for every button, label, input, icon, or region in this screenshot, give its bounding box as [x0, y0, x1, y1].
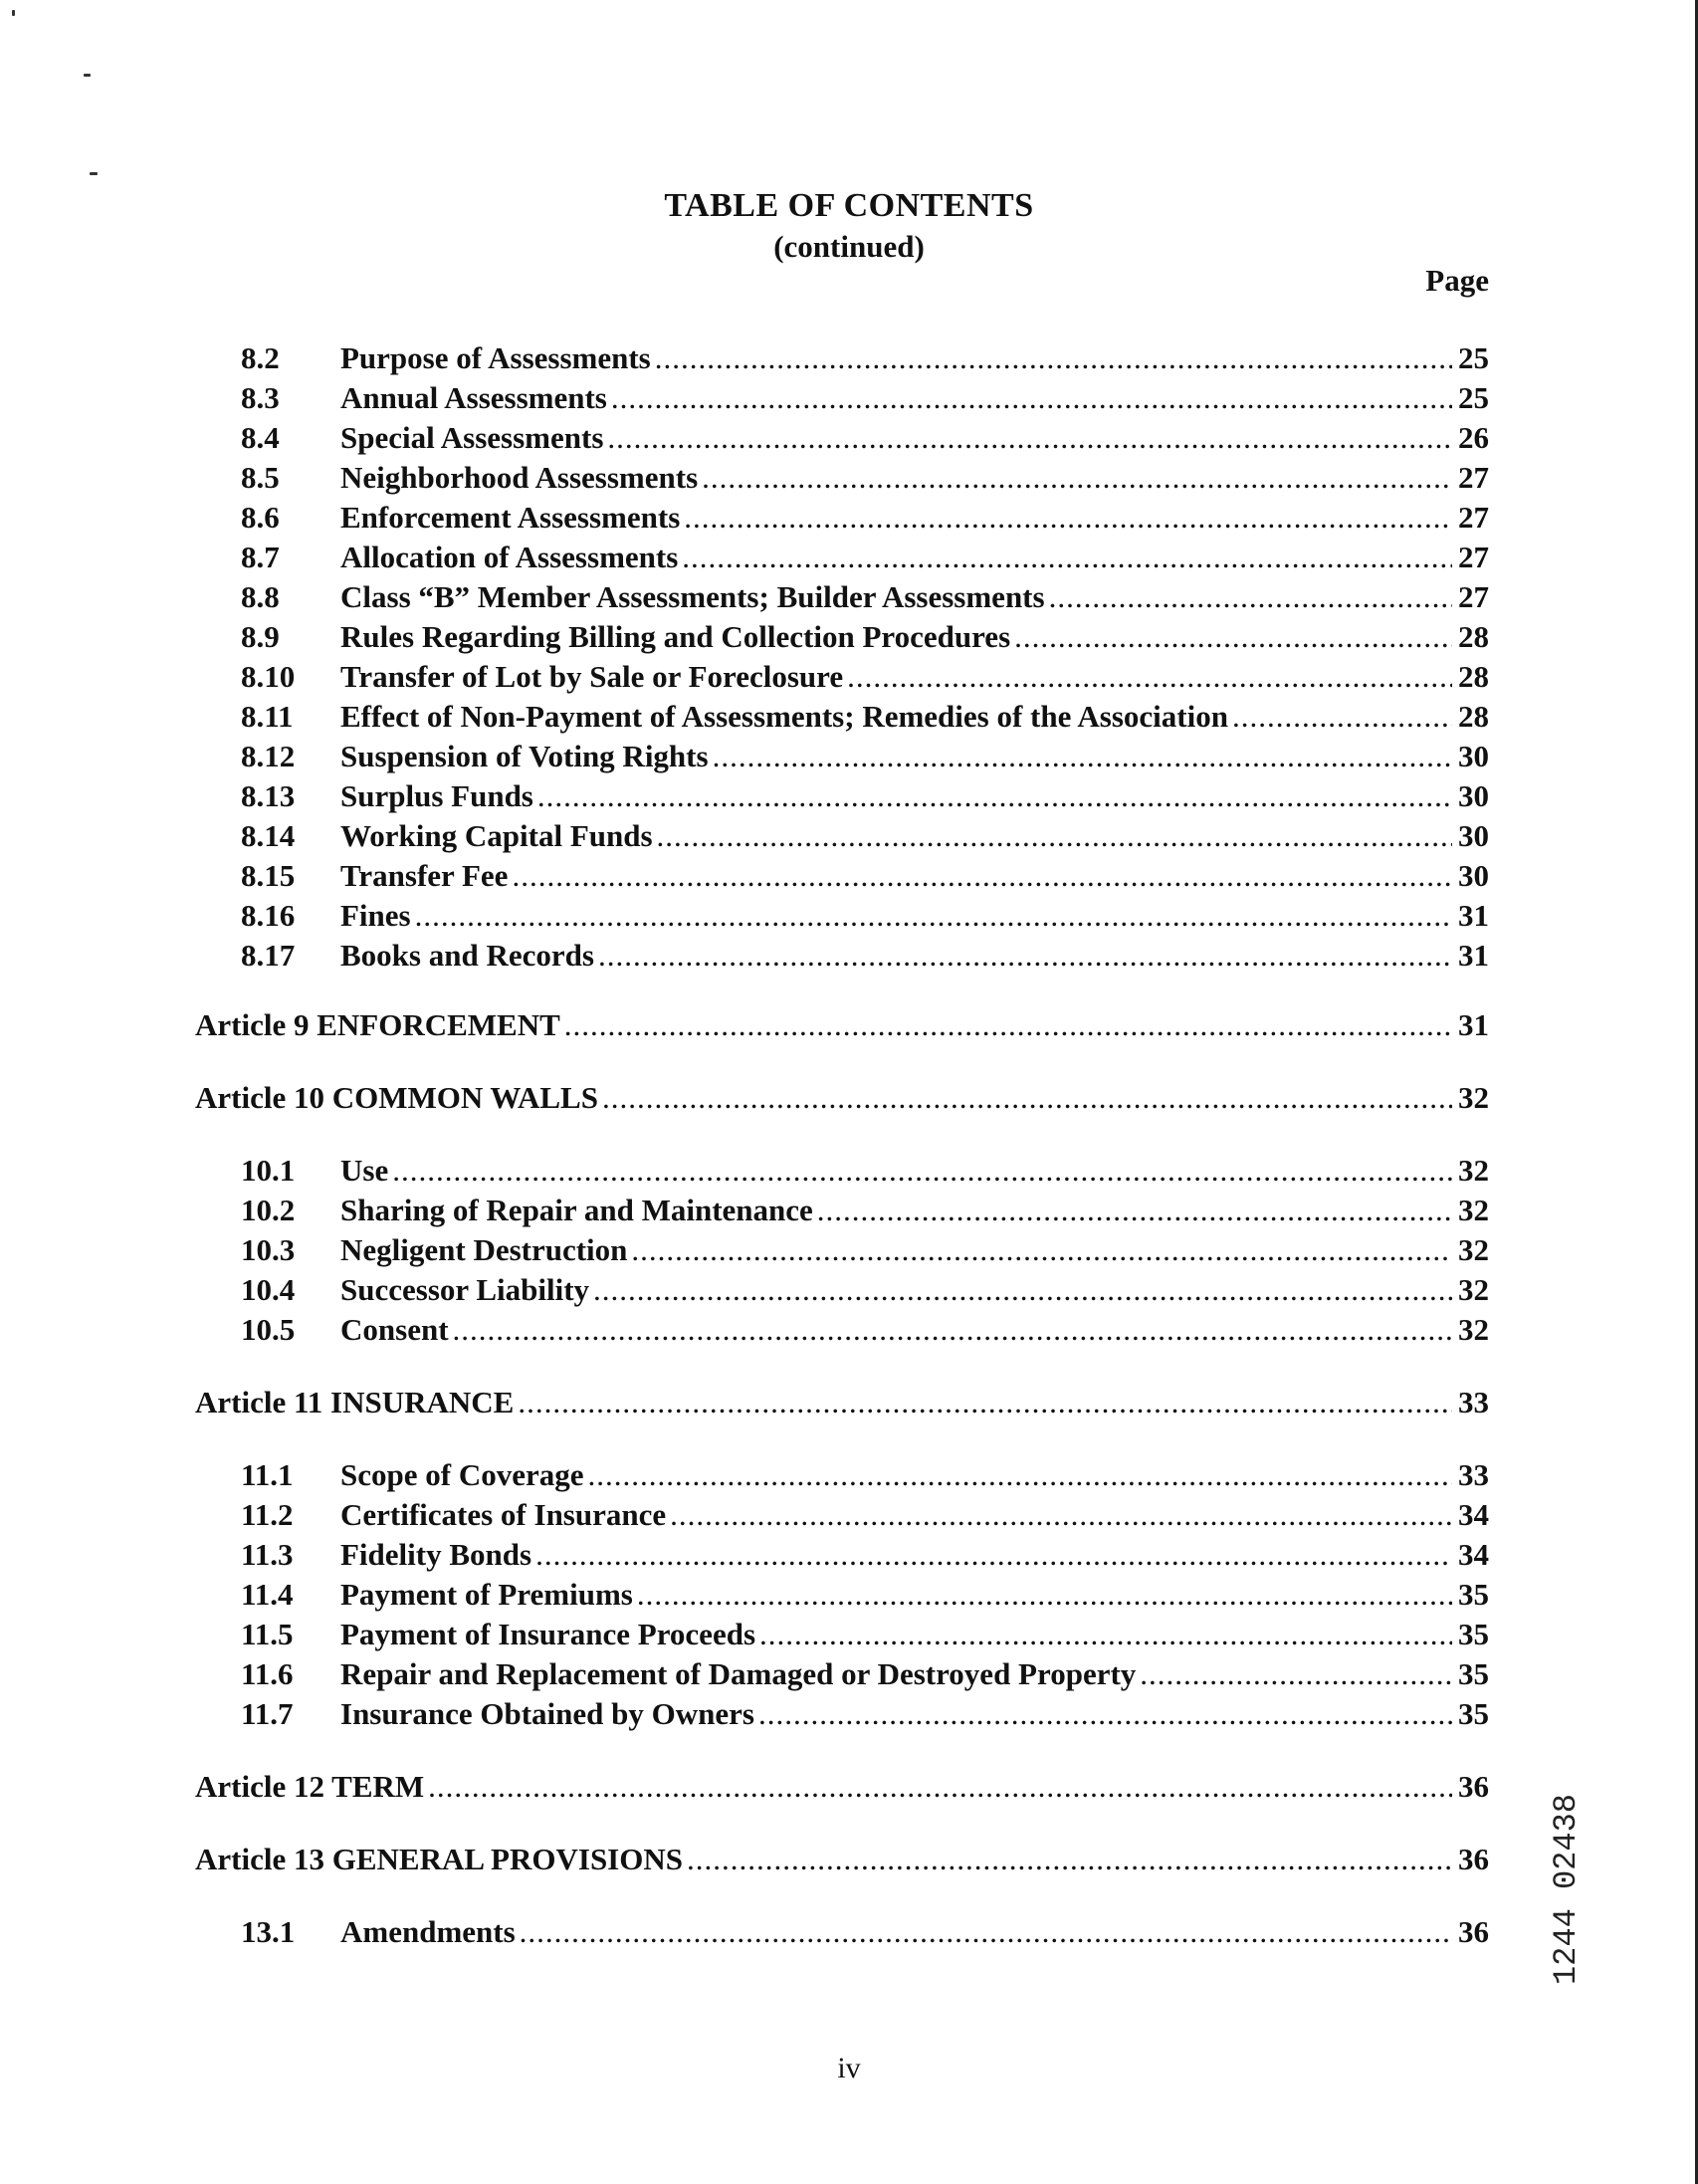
toc-entry-label: Effect of Non-Payment of Assessments; Remedies of the Association — [340, 699, 1228, 734]
dot-leader — [847, 657, 1452, 697]
toc-entry-page: 27 — [1458, 460, 1489, 495]
toc-entry-number: 10.3 — [241, 1232, 296, 1267]
toc-entry — [0, 498, 1698, 538]
toc-entry-page: 34 — [1458, 1497, 1489, 1532]
dot-leader — [1014, 617, 1452, 657]
toc-article-page: 36 — [1458, 1842, 1489, 1876]
toc-entry-page: 27 — [1458, 579, 1489, 614]
dot-leader — [1140, 1654, 1452, 1694]
toc-entry-page: 25 — [1458, 380, 1489, 415]
toc-entry-page: 32 — [1458, 1153, 1489, 1188]
toc-entry — [0, 737, 1698, 776]
toc-entry-label: Books and Records — [340, 938, 594, 973]
toc-entry-page: 27 — [1458, 500, 1489, 535]
toc-entry-page: 35 — [1458, 1617, 1489, 1651]
toc-entry-page: 35 — [1458, 1577, 1489, 1612]
toc-entry-label: Payment of Premiums — [340, 1577, 633, 1612]
toc-entry-number: 8.2 — [241, 340, 280, 375]
toc-entry-page: 34 — [1458, 1537, 1489, 1572]
toc-entry-label: Working Capital Funds — [340, 818, 653, 853]
dot-leader — [687, 1840, 1452, 1879]
dot-leader — [611, 378, 1452, 418]
dot-leader — [637, 1575, 1452, 1615]
toc-entry — [0, 1912, 1698, 1952]
toc-entry-label: Neighborhood Assessments — [340, 460, 699, 495]
toc-entry-label: Amendments — [340, 1914, 516, 1949]
toc-entry-label: Transfer of Lot by Sale or Foreclosure — [340, 659, 844, 694]
toc-entry-page: 30 — [1458, 818, 1489, 853]
toc-entry-label: Negligent Destruction — [340, 1232, 628, 1267]
page-number: iv — [837, 2052, 861, 2084]
toc-entry — [0, 1535, 1698, 1575]
toc-article-page: 32 — [1458, 1080, 1489, 1115]
toc-article-page: 36 — [1458, 1769, 1489, 1804]
toc-entry-number: 11.7 — [241, 1696, 294, 1731]
toc-article — [0, 1767, 1698, 1807]
toc-entry-label: Suspension of Voting Rights — [340, 739, 709, 773]
toc-entry-page: 35 — [1458, 1696, 1489, 1731]
dot-leader — [631, 1230, 1452, 1270]
toc-entry-number: 11.2 — [241, 1497, 294, 1532]
toc-entry-number: 8.12 — [241, 739, 296, 773]
toc-article-page: 31 — [1458, 1007, 1489, 1042]
toc-entry-number: 8.16 — [241, 898, 296, 933]
toc-entry-number: 13.1 — [241, 1914, 296, 1949]
toc-entry — [0, 1495, 1698, 1535]
toc-entry-label: Consent — [340, 1312, 449, 1347]
toc-entry-page: 30 — [1458, 858, 1489, 893]
dot-leader — [598, 936, 1452, 976]
toc-entry-label: Special Assessments — [340, 420, 604, 455]
toc-entry-number: 8.4 — [241, 420, 280, 455]
toc-entry-number: 10.5 — [241, 1312, 296, 1347]
dot-leader — [415, 896, 1452, 936]
toc-entry-number: 8.13 — [241, 778, 296, 813]
toc-article — [0, 1383, 1698, 1422]
toc-entry-page: 31 — [1458, 938, 1489, 973]
toc-entry-number: 11.1 — [241, 1457, 294, 1492]
toc-entry-number: 8.7 — [241, 540, 280, 574]
toc-entry-number: 8.8 — [241, 579, 280, 614]
toc-entry-label: Surplus Funds — [340, 778, 533, 813]
toc-entry-number: 8.10 — [241, 659, 296, 694]
toc-entry — [0, 816, 1698, 856]
toc-article-label: Article 12 TERM — [195, 1769, 425, 1804]
toc-entry-number: 11.6 — [241, 1656, 294, 1691]
toc-entry — [0, 657, 1698, 697]
dot-leader — [759, 1615, 1452, 1654]
dot-leader — [758, 1694, 1452, 1734]
toc-entry — [0, 1694, 1698, 1734]
toc-entry-number: 8.15 — [241, 858, 296, 893]
toc-entry-label: Payment of Insurance Proceeds — [340, 1617, 756, 1651]
toc-entry — [0, 776, 1698, 816]
dot-leader — [453, 1310, 1452, 1350]
dot-leader — [602, 1078, 1452, 1118]
toc-entry-page: 28 — [1458, 659, 1489, 694]
toc-entry — [0, 1230, 1698, 1270]
toc-entry-label: Insurance Obtained by Owners — [340, 1696, 754, 1731]
toc-entry-label: Class “B” Member Assessments; Builder Assessments — [340, 579, 1045, 614]
toc-entry-label: Transfer Fee — [340, 858, 509, 893]
toc-entry — [0, 1151, 1698, 1191]
toc-article-label: Article 11 INSURANCE — [195, 1385, 515, 1420]
toc-entry-label: Allocation of Assessments — [340, 540, 679, 574]
toc-entry-label: Successor Liability — [340, 1272, 590, 1307]
toc-entry-number: 8.9 — [241, 619, 280, 654]
toc-entry — [0, 378, 1698, 418]
dot-leader — [657, 816, 1452, 856]
toc-entry — [0, 1615, 1698, 1654]
scan-speck — [84, 74, 91, 77]
toc-entry-number: 10.1 — [241, 1153, 296, 1188]
toc-entry-label: Sharing of Repair and Maintenance — [340, 1193, 813, 1227]
toc-entry-page: 30 — [1458, 739, 1489, 773]
toc-entry-page: 27 — [1458, 540, 1489, 574]
toc-entry-number: 8.17 — [241, 938, 296, 973]
toc-entry — [0, 338, 1698, 378]
toc-entry-page: 36 — [1458, 1914, 1489, 1949]
toc-entry — [0, 538, 1698, 577]
dot-leader — [593, 1270, 1452, 1310]
toc-entry-page: 30 — [1458, 778, 1489, 813]
dot-leader — [428, 1767, 1452, 1807]
dot-leader — [537, 776, 1452, 816]
bates-number — [1547, 1794, 1587, 1986]
dot-leader — [392, 1151, 1452, 1191]
toc-entry — [0, 1654, 1698, 1694]
toc-entry-page: 32 — [1458, 1193, 1489, 1227]
dot-leader — [682, 538, 1452, 577]
toc-entry-page: 32 — [1458, 1312, 1489, 1347]
dot-leader — [655, 338, 1452, 378]
toc-entry — [0, 697, 1698, 737]
toc-entry-label: Purpose of Assessments — [340, 340, 651, 375]
toc-entry-label: Fidelity Bonds — [340, 1537, 532, 1572]
dot-leader — [588, 1455, 1453, 1495]
toc-entry-page: 32 — [1458, 1272, 1489, 1307]
toc-entry — [0, 577, 1698, 617]
toc-entry-number: 8.5 — [241, 460, 280, 495]
dot-leader — [520, 1912, 1452, 1952]
toc-article-label: Article 13 GENERAL PROVISIONS — [195, 1842, 683, 1876]
toc-entry — [0, 418, 1698, 458]
toc-entry-number: 10.4 — [241, 1272, 296, 1307]
page-title: TABLE OF CONTENTS — [664, 187, 1034, 224]
toc-article-page: 33 — [1458, 1385, 1489, 1420]
toc-entry-page: 26 — [1458, 420, 1489, 455]
toc-entry-label: Scope of Coverage — [340, 1457, 584, 1492]
toc-entry-label: Use — [340, 1153, 389, 1188]
toc-entry — [0, 617, 1698, 657]
toc-entry — [0, 1310, 1698, 1350]
scan-speck — [90, 172, 98, 175]
toc-entry-number: 8.6 — [241, 500, 280, 535]
toc-entry-label: Certificates of Insurance — [340, 1497, 667, 1532]
dot-leader — [817, 1191, 1452, 1230]
toc-entry-number: 11.5 — [241, 1617, 294, 1651]
toc-entry-page: 32 — [1458, 1232, 1489, 1267]
dot-leader — [564, 1005, 1452, 1045]
toc-article — [0, 1005, 1698, 1045]
dot-leader — [518, 1383, 1452, 1422]
toc-entry-label: Annual Assessments — [340, 380, 607, 415]
toc-article-label: Article 10 COMMON WALLS — [195, 1080, 598, 1115]
dot-leader — [713, 737, 1452, 776]
dot-leader — [684, 498, 1452, 538]
dot-leader — [512, 856, 1452, 896]
scan-speck — [12, 10, 15, 16]
toc-entry-page: 28 — [1458, 699, 1489, 734]
toc-entry-page: 28 — [1458, 619, 1489, 654]
toc-entry-number: 8.11 — [241, 699, 294, 734]
toc-entry-number: 8.14 — [241, 818, 296, 853]
toc-entry — [0, 1270, 1698, 1310]
dot-leader — [1049, 577, 1452, 617]
toc-entry — [0, 1455, 1698, 1495]
toc-entry-page: 25 — [1458, 340, 1489, 375]
dot-leader — [670, 1495, 1452, 1535]
toc-entry — [0, 458, 1698, 498]
toc-entry-label: Fines — [340, 898, 411, 933]
bates-number-text: 1244 02438 — [1548, 1794, 1585, 1986]
dot-leader — [607, 418, 1452, 458]
toc-entry-page: 33 — [1458, 1457, 1489, 1492]
toc-article-label: Article 9 ENFORCEMENT — [195, 1007, 560, 1042]
toc-entry — [0, 936, 1698, 976]
toc-entry-page: 31 — [1458, 898, 1489, 933]
toc-entry-label: Rules Regarding Billing and Collection Procedures — [340, 619, 1011, 654]
page-column-label: Page — [1425, 263, 1489, 298]
dot-leader — [702, 458, 1452, 498]
toc-entry-label: Enforcement Assessments — [340, 500, 681, 535]
toc-entry-page: 35 — [1458, 1656, 1489, 1691]
toc-entry-number: 8.3 — [241, 380, 280, 415]
toc-entry — [0, 896, 1698, 936]
toc-entry-number: 11.4 — [241, 1577, 294, 1612]
toc-entry — [0, 1191, 1698, 1230]
toc-entry-number: 11.3 — [241, 1537, 294, 1572]
dot-leader — [1232, 697, 1452, 737]
toc-entry — [0, 1575, 1698, 1615]
toc-entry-number: 10.2 — [241, 1193, 296, 1227]
dot-leader — [535, 1535, 1452, 1575]
toc-entry-label: Repair and Replacement of Damaged or Destroyed Property — [340, 1656, 1137, 1691]
toc-article — [0, 1840, 1698, 1879]
toc-article — [0, 1078, 1698, 1118]
page-subtitle: (continued) — [773, 229, 925, 264]
toc-entry — [0, 856, 1698, 896]
